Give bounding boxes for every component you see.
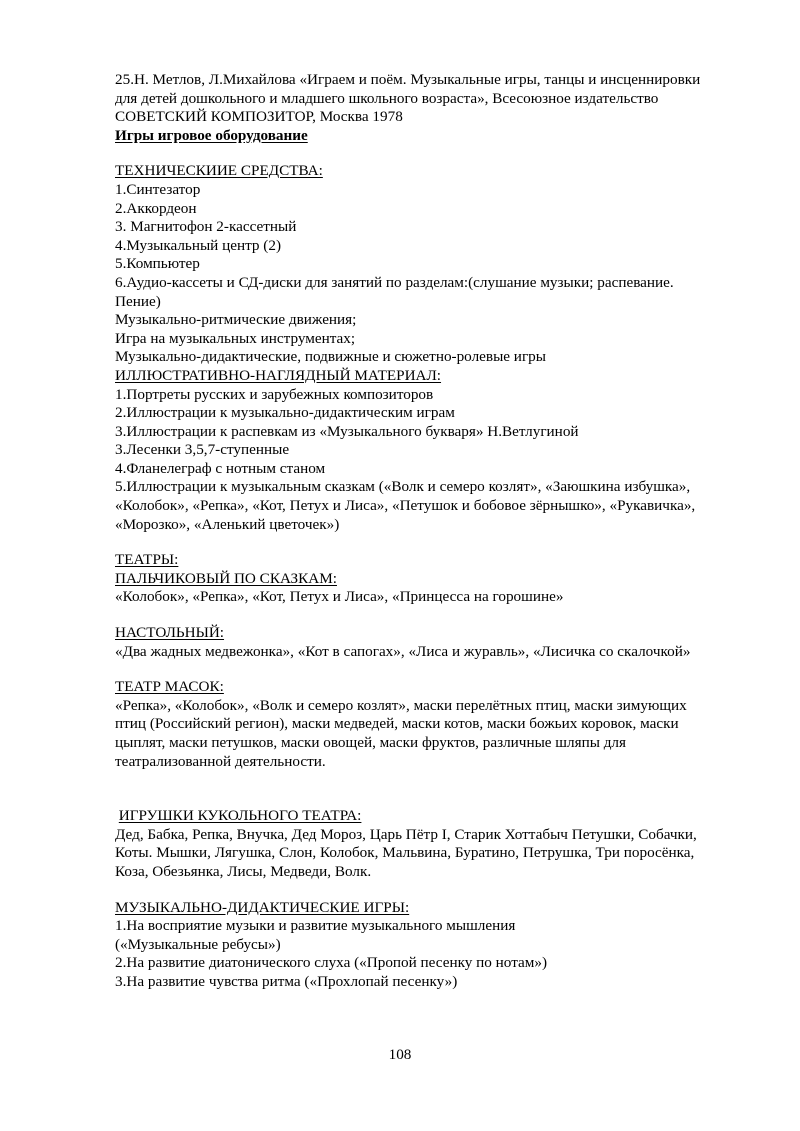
mask-theater-line: театрализованной деятельности. (115, 752, 326, 770)
table-theater-title: НАСТОЛЬНЫЙ: (115, 624, 225, 642)
list-item: 5.Иллюстрации к музыкальным сказкам («Волк и семеро козлят», «Заюшкина избушка», (115, 478, 691, 496)
list-item: 3.На развитие чувства ритма («Прохлопай песенку») (115, 972, 458, 990)
technical-title: ТЕХНИЧЕСКИИЕ СРЕДСТВА: (115, 162, 323, 180)
mask-theater-line: «Репка», «Колобок», «Волк и семеро козлят», маски перелётных птиц, маски зимующих (115, 696, 687, 714)
list-item: 1.Синтезатор (115, 180, 201, 198)
mask-theater-title: ТЕАТР МАСОК: (115, 678, 224, 696)
list-item: Пение) (115, 292, 161, 310)
list-item: 2.На развитие диатонического слуха («Пропой песенку по нотам») (115, 954, 548, 972)
list-item: («Музыкальные ребусы») (115, 935, 281, 953)
list-item: 5.Компьютер (115, 255, 200, 273)
finger-theater-title: ПАЛЬЧИКОВЫЙ ПО СКАЗКАМ: (115, 569, 337, 587)
list-item: 1.Портреты русских и зарубежных композиторов (115, 385, 434, 403)
puppet-title: ИГРУШКИ КУКОЛЬНОГО ТЕАТРА: (118, 807, 362, 825)
list-item: 6.Аудио-кассеты и СД-диски для занятий по разделам:(слушание музыки; распевание. (115, 273, 674, 291)
list-item: Музыкально-ритмические движения; (115, 311, 357, 329)
puppet-line: Коза, Обезьянка, Лисы, Медведи, Волк. (115, 862, 372, 880)
puppet-line: Коты. Мышки, Лягушка, Слон, Колобок, Мальвина, Буратино, Петрушка, Три поросёнка, (115, 844, 695, 862)
reference-line: СОВЕТСКИЙ КОМПОЗИТОР, Москва 1978 (115, 108, 403, 126)
list-item: 3. Магнитофон 2-кассетный (115, 218, 297, 236)
page-number: 108 (388, 1046, 412, 1063)
list-item: 2.Иллюстрации к музыкально-дидактическим играм (115, 404, 455, 422)
theaters-title: ТЕАТРЫ: (115, 551, 179, 569)
reference-line: 25.Н. Метлов, Л.Михайлова «Играем и поём. Музыкальные игры, танцы и инсценнировки (115, 71, 701, 88)
games-heading: Игры игровое оборудование (115, 126, 308, 144)
list-item: «Колобок», «Репка», «Кот, Петух и Лиса», «Петушок и бобовое зёрнышко», «Рукавичка», (115, 497, 696, 515)
list-item: 1.На восприятие музыки и развитие музыкального мышления (115, 917, 516, 935)
finger-theater-text: «Колобок», «Репка», «Кот, Петух и Лиса», «Принцесса на горошине» (115, 588, 564, 606)
didactic-title: МУЗЫКАЛЬНО-ДИДАКТИЧЕСКИЕ ИГРЫ: (115, 898, 410, 916)
puppet-line: Дед, Бабка, Репка, Внучка, Дед Мороз, Царь Пётр I, Старик Хоттабыч Петушки, Собачки, (115, 825, 697, 843)
list-item: Игра на музыкальных инструментах; (115, 329, 356, 347)
mask-theater-line: цыплят, маски петушков, маски овощей, маски фруктов, различные шляпы для (115, 734, 626, 751)
list-item: 2.Аккордеон (115, 199, 197, 217)
mask-theater-line: птиц (Российский регион), маски медведей, маски котов, маски божьих коровок, маски (115, 715, 679, 733)
list-item: 4.Музыкальный центр (2) (115, 236, 282, 254)
table-theater-text: «Два жадных медвежонка», «Кот в сапогах», «Лиса и журавль», «Лисичка со скалочкой» (115, 642, 691, 660)
list-item: Музыкально-дидактические, подвижные и сюжетно-ролевые игры (115, 348, 546, 366)
reference-line: для детей дошкольного и младшего школьного возраста», Всесоюзное издательство (115, 89, 659, 107)
document-page (115, 71, 745, 992)
illustrative-title: ИЛЛЮСТРАТИВНО-НАГЛЯДНЫЙ МАТЕРИАЛ: (115, 366, 442, 384)
list-item: 4.Фланелеграф с нотным станом (115, 459, 326, 477)
list-item: «Морозко», «Аленький цветочек») (115, 515, 340, 533)
list-item: 3.Лесенки 3,5,7-ступенные (115, 441, 290, 459)
list-item: 3.Иллюстрации к распевкам из «Музыкального букваря» Н.Ветлугиной (115, 422, 579, 440)
